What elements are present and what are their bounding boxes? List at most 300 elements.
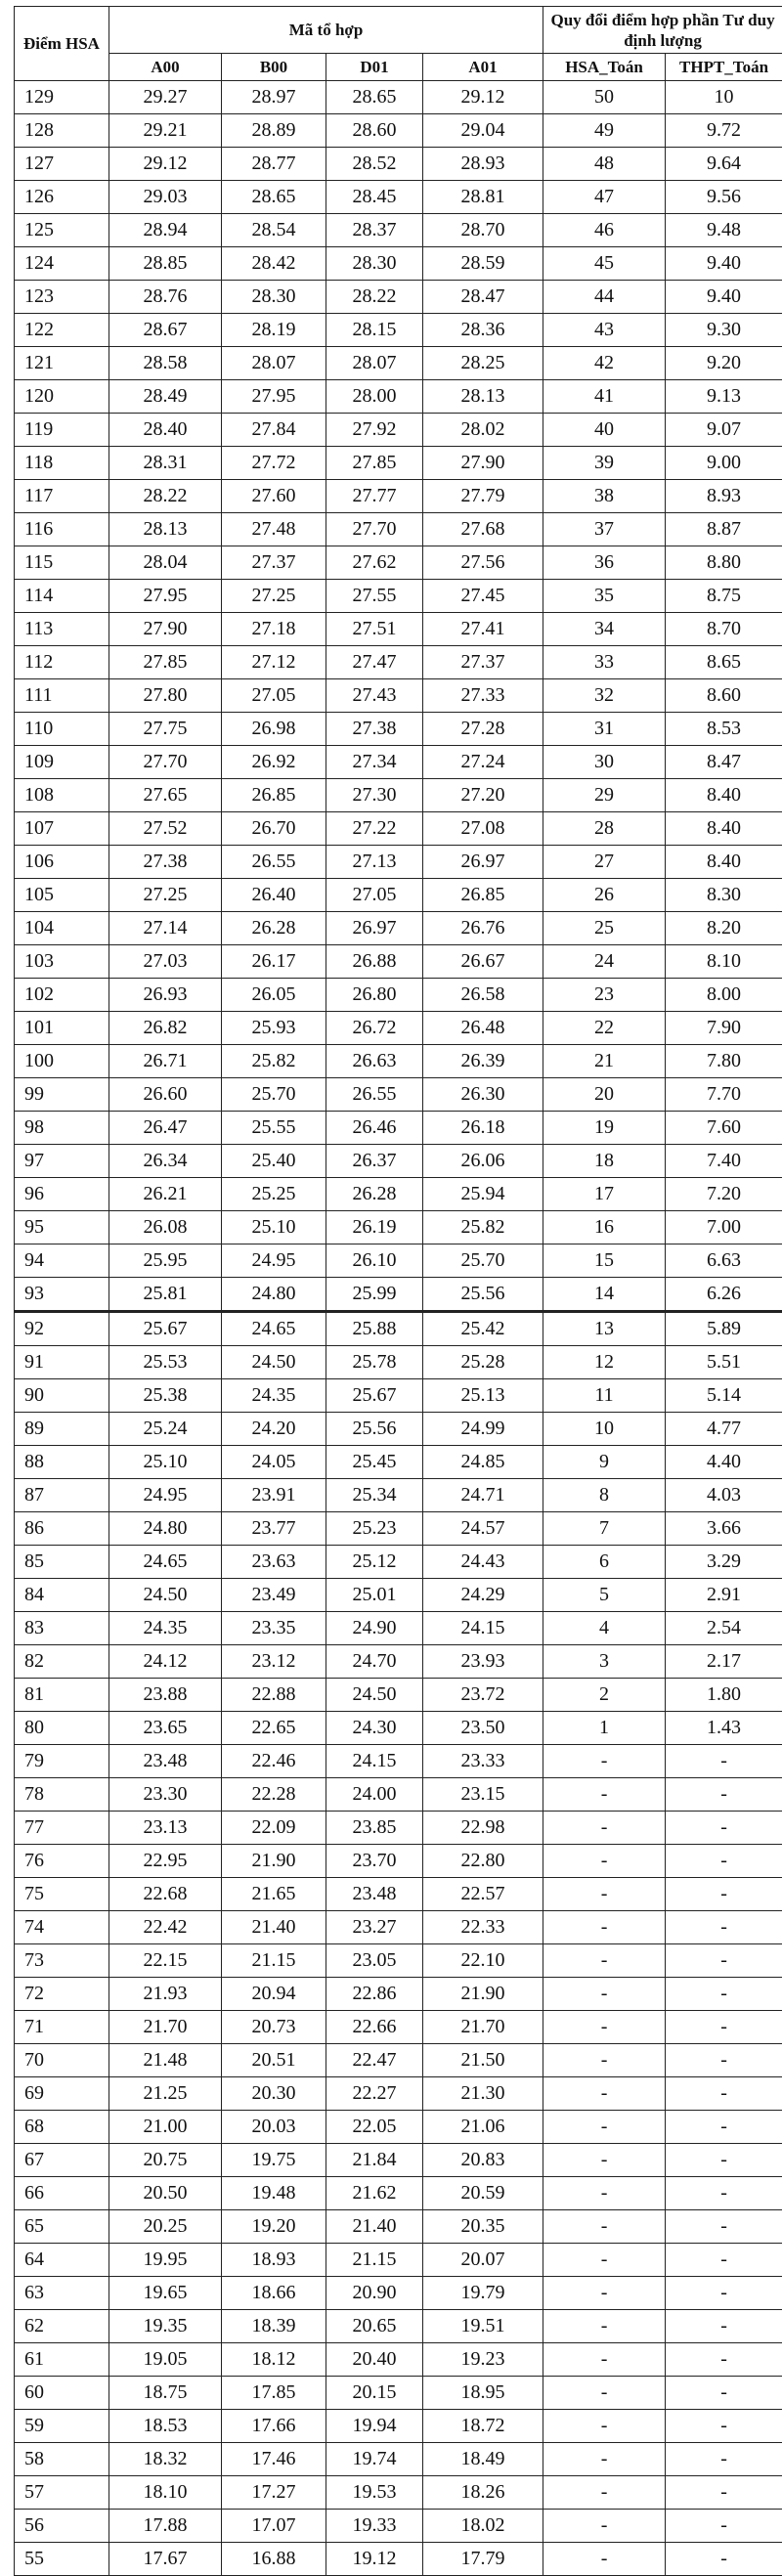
a00-cell: 22.95	[109, 1845, 222, 1878]
thpt-toan-cell: -	[666, 2343, 782, 2377]
a01-cell: 27.68	[423, 513, 543, 546]
a01-cell: 27.41	[423, 613, 543, 646]
d01-cell: 28.45	[326, 181, 423, 214]
table-row	[15, 1312, 782, 1346]
b00-cell: 26.17	[222, 945, 326, 979]
b00-cell: 26.05	[222, 979, 326, 1012]
d01-cell: 19.94	[326, 2410, 423, 2443]
d01-cell: 28.52	[326, 148, 423, 181]
d01-cell: 25.88	[326, 1312, 423, 1346]
thpt-toan-cell: 10	[666, 81, 782, 114]
thpt-toan-cell: -	[666, 2077, 782, 2111]
hsa-toan-cell: -	[543, 1978, 666, 2011]
diem-hsa-cell: 100	[15, 1045, 109, 1078]
table-row	[15, 1645, 782, 1679]
table-row	[15, 580, 782, 613]
b00-cell: 17.66	[222, 2410, 326, 2443]
thpt-toan-cell: 8.40	[666, 812, 782, 846]
thpt-toan-cell: 8.00	[666, 979, 782, 1012]
hsa-toan-cell: 33	[543, 646, 666, 679]
thpt-toan-cell: 3.66	[666, 1512, 782, 1546]
d01-cell: 22.05	[326, 2111, 423, 2144]
hsa-toan-cell: 44	[543, 281, 666, 314]
table-row	[15, 214, 782, 247]
diem-hsa-cell: 69	[15, 2077, 109, 2111]
hsa-toan-cell: 3	[543, 1645, 666, 1679]
diem-hsa-cell: 110	[15, 713, 109, 746]
d01-cell: 28.37	[326, 214, 423, 247]
a00-cell: 18.10	[109, 2476, 222, 2510]
b00-cell: 25.55	[222, 1112, 326, 1145]
diem-hsa-cell: 57	[15, 2476, 109, 2510]
hsa-toan-cell: -	[543, 1745, 666, 1778]
a00-cell: 28.58	[109, 347, 222, 380]
b00-cell: 22.09	[222, 1812, 326, 1845]
table-row	[15, 846, 782, 879]
a00-cell: 25.67	[109, 1312, 222, 1346]
diem-hsa-cell: 78	[15, 1778, 109, 1812]
d01-cell: 27.30	[326, 779, 423, 812]
b00-cell: 25.70	[222, 1078, 326, 1112]
diem-hsa-cell: 92	[15, 1312, 109, 1346]
a00-cell: 24.65	[109, 1546, 222, 1579]
a00-cell: 26.71	[109, 1045, 222, 1078]
header-quy-doi: Quy đổi điểm hợp phần Tư duy định lượng	[543, 7, 782, 54]
hsa-toan-cell: 27	[543, 846, 666, 879]
thpt-toan-cell: 5.14	[666, 1379, 782, 1413]
b00-cell: 26.70	[222, 812, 326, 846]
table-row	[15, 746, 782, 779]
thpt-toan-cell: 4.40	[666, 1446, 782, 1479]
d01-cell: 24.30	[326, 1712, 423, 1745]
hsa-toan-cell: 10	[543, 1413, 666, 1446]
table-row	[15, 1145, 782, 1178]
d01-cell: 19.33	[326, 2510, 423, 2543]
diem-hsa-cell: 84	[15, 1579, 109, 1612]
table-row	[15, 1045, 782, 1078]
thpt-toan-cell: 4.03	[666, 1479, 782, 1512]
diem-hsa-cell: 117	[15, 480, 109, 513]
table-row	[15, 2443, 782, 2476]
diem-hsa-cell: 64	[15, 2244, 109, 2277]
table-row	[15, 2144, 782, 2177]
table-row	[15, 148, 782, 181]
d01-cell: 24.90	[326, 1612, 423, 1645]
diem-hsa-cell: 56	[15, 2510, 109, 2543]
a01-cell: 29.04	[423, 114, 543, 148]
b00-cell: 28.19	[222, 314, 326, 347]
hsa-toan-cell: -	[543, 2476, 666, 2510]
a00-cell: 21.25	[109, 2077, 222, 2111]
diem-hsa-cell: 59	[15, 2410, 109, 2443]
a00-cell: 27.90	[109, 613, 222, 646]
table-row	[15, 2210, 782, 2244]
b00-cell: 27.37	[222, 546, 326, 580]
a01-cell: 25.94	[423, 1178, 543, 1211]
d01-cell: 28.60	[326, 114, 423, 148]
thpt-toan-cell: 2.17	[666, 1645, 782, 1679]
a00-cell: 20.75	[109, 2144, 222, 2177]
a00-cell: 23.13	[109, 1812, 222, 1845]
d01-cell: 26.37	[326, 1145, 423, 1178]
hsa-toan-cell: -	[543, 2244, 666, 2277]
table-row	[15, 314, 782, 347]
hsa-toan-cell: 43	[543, 314, 666, 347]
hsa-toan-cell: 15	[543, 1244, 666, 1278]
diem-hsa-cell: 108	[15, 779, 109, 812]
a01-cell: 27.90	[423, 447, 543, 480]
b00-cell: 20.03	[222, 2111, 326, 2144]
diem-hsa-cell: 62	[15, 2310, 109, 2343]
a00-cell: 21.93	[109, 1978, 222, 2011]
a01-cell: 25.82	[423, 1211, 543, 1244]
hsa-toan-cell: 22	[543, 1012, 666, 1045]
table-row	[15, 812, 782, 846]
a01-cell: 21.70	[423, 2011, 543, 2044]
b00-cell: 16.88	[222, 2543, 326, 2576]
thpt-toan-cell: -	[666, 2476, 782, 2510]
diem-hsa-cell: 71	[15, 2011, 109, 2044]
d01-cell: 21.62	[326, 2177, 423, 2210]
table-row	[15, 1446, 782, 1479]
b00-cell: 28.97	[222, 81, 326, 114]
b00-cell: 19.20	[222, 2210, 326, 2244]
b00-cell: 19.48	[222, 2177, 326, 2210]
thpt-toan-cell: -	[666, 2177, 782, 2210]
table-row	[15, 2543, 782, 2576]
d01-cell: 23.85	[326, 1812, 423, 1845]
thpt-toan-cell: 8.10	[666, 945, 782, 979]
diem-hsa-cell: 97	[15, 1145, 109, 1178]
b00-cell: 23.49	[222, 1579, 326, 1612]
a01-cell: 26.58	[423, 979, 543, 1012]
table-row	[15, 713, 782, 746]
thpt-toan-cell: 9.13	[666, 380, 782, 414]
hsa-toan-cell: -	[543, 2177, 666, 2210]
b00-cell: 21.15	[222, 1944, 326, 1978]
d01-cell: 27.13	[326, 846, 423, 879]
thpt-toan-cell: -	[666, 1778, 782, 1812]
b00-cell: 28.65	[222, 181, 326, 214]
header-b00: B00	[222, 54, 326, 81]
b00-cell: 27.25	[222, 580, 326, 613]
a01-cell: 24.43	[423, 1546, 543, 1579]
b00-cell: 18.12	[222, 2343, 326, 2377]
table-row	[15, 1278, 782, 1312]
d01-cell: 21.84	[326, 2144, 423, 2177]
thpt-toan-cell: -	[666, 2111, 782, 2144]
a01-cell: 22.98	[423, 1812, 543, 1845]
hsa-toan-cell: 37	[543, 513, 666, 546]
hsa-toan-cell: 28	[543, 812, 666, 846]
d01-cell: 25.56	[326, 1413, 423, 1446]
a00-cell: 20.25	[109, 2210, 222, 2244]
diem-hsa-cell: 107	[15, 812, 109, 846]
thpt-toan-cell: 7.90	[666, 1012, 782, 1045]
a01-cell: 24.85	[423, 1446, 543, 1479]
a01-cell: 28.13	[423, 380, 543, 414]
d01-cell: 22.47	[326, 2044, 423, 2077]
diem-hsa-cell: 112	[15, 646, 109, 679]
hsa-toan-cell: -	[543, 2343, 666, 2377]
a00-cell: 24.50	[109, 1579, 222, 1612]
b00-cell: 27.95	[222, 380, 326, 414]
hsa-toan-cell: -	[543, 2011, 666, 2044]
a01-cell: 26.18	[423, 1112, 543, 1145]
d01-cell: 20.15	[326, 2377, 423, 2410]
table-row	[15, 613, 782, 646]
diem-hsa-cell: 65	[15, 2210, 109, 2244]
hsa-toan-cell: 1	[543, 1712, 666, 1745]
thpt-toan-cell: 7.40	[666, 1145, 782, 1178]
hsa-toan-cell: -	[543, 2443, 666, 2476]
diem-hsa-cell: 76	[15, 1845, 109, 1878]
thpt-toan-cell: -	[666, 2044, 782, 2077]
a00-cell: 27.80	[109, 679, 222, 713]
d01-cell: 27.92	[326, 414, 423, 447]
a00-cell: 22.42	[109, 1911, 222, 1944]
hsa-toan-cell: 47	[543, 181, 666, 214]
a00-cell: 28.49	[109, 380, 222, 414]
thpt-toan-cell: 6.63	[666, 1244, 782, 1278]
thpt-toan-cell: -	[666, 1845, 782, 1878]
thpt-toan-cell: 8.87	[666, 513, 782, 546]
diem-hsa-cell: 91	[15, 1346, 109, 1379]
hsa-toan-cell: 18	[543, 1145, 666, 1178]
diem-hsa-cell: 120	[15, 380, 109, 414]
header-diem-hsa: Điểm HSA	[15, 7, 109, 81]
thpt-toan-cell: 8.65	[666, 646, 782, 679]
b00-cell: 25.82	[222, 1045, 326, 1078]
a01-cell: 20.59	[423, 2177, 543, 2210]
table-row	[15, 1712, 782, 1745]
table-row	[15, 546, 782, 580]
hsa-toan-cell: 24	[543, 945, 666, 979]
a01-cell: 27.28	[423, 713, 543, 746]
diem-hsa-cell: 63	[15, 2277, 109, 2310]
hsa-toan-cell: 48	[543, 148, 666, 181]
header-a01: A01	[423, 54, 543, 81]
hsa-toan-cell: 25	[543, 912, 666, 945]
thpt-toan-cell: 8.53	[666, 713, 782, 746]
b00-cell: 20.30	[222, 2077, 326, 2111]
d01-cell: 27.85	[326, 447, 423, 480]
diem-hsa-cell: 104	[15, 912, 109, 945]
thpt-toan-cell: -	[666, 2310, 782, 2343]
b00-cell: 22.46	[222, 1745, 326, 1778]
a01-cell: 17.79	[423, 2543, 543, 2576]
hsa-toan-cell: -	[543, 1778, 666, 1812]
b00-cell: 26.98	[222, 713, 326, 746]
a01-cell: 28.81	[423, 181, 543, 214]
a00-cell: 27.95	[109, 580, 222, 613]
a00-cell: 28.76	[109, 281, 222, 314]
a00-cell: 28.22	[109, 480, 222, 513]
diem-hsa-cell: 72	[15, 1978, 109, 2011]
d01-cell: 26.10	[326, 1244, 423, 1278]
a01-cell: 21.06	[423, 2111, 543, 2144]
diem-hsa-cell: 67	[15, 2144, 109, 2177]
hsa-toan-cell: 23	[543, 979, 666, 1012]
thpt-toan-cell: -	[666, 1911, 782, 1944]
hsa-toan-cell: 39	[543, 447, 666, 480]
a01-cell: 23.15	[423, 1778, 543, 1812]
a00-cell: 29.12	[109, 148, 222, 181]
table-row	[15, 2011, 782, 2044]
diem-hsa-cell: 125	[15, 214, 109, 247]
a00-cell: 23.88	[109, 1679, 222, 1712]
table-row	[15, 2510, 782, 2543]
a01-cell: 25.13	[423, 1379, 543, 1413]
diem-hsa-cell: 93	[15, 1278, 109, 1312]
diem-hsa-cell: 106	[15, 846, 109, 879]
table-row	[15, 2343, 782, 2377]
a00-cell: 29.21	[109, 114, 222, 148]
b00-cell: 27.84	[222, 414, 326, 447]
a01-cell: 27.08	[423, 812, 543, 846]
a01-cell: 27.45	[423, 580, 543, 613]
a00-cell: 28.31	[109, 447, 222, 480]
hsa-toan-cell: 30	[543, 746, 666, 779]
a01-cell: 23.50	[423, 1712, 543, 1745]
table-row	[15, 2377, 782, 2410]
d01-cell: 19.53	[326, 2476, 423, 2510]
thpt-toan-cell: 9.40	[666, 247, 782, 281]
hsa-toan-cell: 45	[543, 247, 666, 281]
thpt-toan-cell: -	[666, 2410, 782, 2443]
b00-cell: 27.48	[222, 513, 326, 546]
b00-cell: 28.42	[222, 247, 326, 281]
table-row	[15, 1512, 782, 1546]
a01-cell: 26.48	[423, 1012, 543, 1045]
thpt-toan-cell: 6.26	[666, 1278, 782, 1312]
a01-cell: 21.30	[423, 2077, 543, 2111]
thpt-toan-cell: 9.48	[666, 214, 782, 247]
d01-cell: 28.00	[326, 380, 423, 414]
thpt-toan-cell: 8.40	[666, 846, 782, 879]
diem-hsa-cell: 105	[15, 879, 109, 912]
table-row	[15, 1078, 782, 1112]
b00-cell: 24.50	[222, 1346, 326, 1379]
b00-cell: 23.77	[222, 1512, 326, 1546]
diem-hsa-cell: 116	[15, 513, 109, 546]
table-row	[15, 1346, 782, 1379]
diem-hsa-cell: 119	[15, 414, 109, 447]
hsa-toan-cell: 29	[543, 779, 666, 812]
diem-hsa-cell: 102	[15, 979, 109, 1012]
b00-cell: 28.07	[222, 347, 326, 380]
a00-cell: 21.48	[109, 2044, 222, 2077]
a00-cell: 27.65	[109, 779, 222, 812]
thpt-toan-cell: -	[666, 2144, 782, 2177]
table-row	[15, 1612, 782, 1645]
a01-cell: 28.47	[423, 281, 543, 314]
hsa-toan-cell: -	[543, 1911, 666, 1944]
diem-hsa-cell: 89	[15, 1413, 109, 1446]
thpt-toan-cell: 1.43	[666, 1712, 782, 1745]
header-ma-to-hop: Mã tổ hợp	[109, 7, 543, 54]
a01-cell: 19.79	[423, 2277, 543, 2310]
b00-cell: 24.95	[222, 1244, 326, 1278]
diem-hsa-cell: 128	[15, 114, 109, 148]
thpt-toan-cell: 2.91	[666, 1579, 782, 1612]
hsa-toan-cell: -	[543, 1878, 666, 1911]
a01-cell: 26.06	[423, 1145, 543, 1178]
b00-cell: 24.05	[222, 1446, 326, 1479]
table-row	[15, 480, 782, 513]
d01-cell: 21.40	[326, 2210, 423, 2244]
table-row	[15, 2310, 782, 2343]
b00-cell: 26.92	[222, 746, 326, 779]
d01-cell: 24.50	[326, 1679, 423, 1712]
thpt-toan-cell: 9.20	[666, 347, 782, 380]
hsa-toan-cell: 8	[543, 1479, 666, 1512]
diem-hsa-cell: 83	[15, 1612, 109, 1645]
diem-hsa-cell: 85	[15, 1546, 109, 1579]
b00-cell: 18.93	[222, 2244, 326, 2277]
d01-cell: 20.65	[326, 2310, 423, 2343]
a01-cell: 26.39	[423, 1045, 543, 1078]
a01-cell: 25.42	[423, 1312, 543, 1346]
thpt-toan-cell: 5.89	[666, 1312, 782, 1346]
table-row	[15, 1012, 782, 1045]
a01-cell: 27.79	[423, 480, 543, 513]
table-row	[15, 247, 782, 281]
a01-cell: 23.33	[423, 1745, 543, 1778]
a00-cell: 26.82	[109, 1012, 222, 1045]
a00-cell: 19.65	[109, 2277, 222, 2310]
a00-cell: 27.52	[109, 812, 222, 846]
a01-cell: 28.25	[423, 347, 543, 380]
d01-cell: 28.22	[326, 281, 423, 314]
d01-cell: 22.86	[326, 1978, 423, 2011]
table-row	[15, 1745, 782, 1778]
table-row	[15, 347, 782, 380]
b00-cell: 26.85	[222, 779, 326, 812]
thpt-toan-cell: 9.64	[666, 148, 782, 181]
a00-cell: 26.47	[109, 1112, 222, 1145]
score-conversion-table	[14, 6, 782, 2576]
diem-hsa-cell: 70	[15, 2044, 109, 2077]
hsa-toan-cell: 49	[543, 114, 666, 148]
a00-cell: 26.60	[109, 1078, 222, 1112]
d01-cell: 26.72	[326, 1012, 423, 1045]
thpt-toan-cell: -	[666, 2543, 782, 2576]
table-row	[15, 979, 782, 1012]
a01-cell: 25.56	[423, 1278, 543, 1312]
a01-cell: 28.93	[423, 148, 543, 181]
diem-hsa-cell: 96	[15, 1178, 109, 1211]
hsa-toan-cell: 20	[543, 1078, 666, 1112]
hsa-toan-cell: -	[543, 2144, 666, 2177]
hsa-toan-cell: 16	[543, 1211, 666, 1244]
d01-cell: 27.55	[326, 580, 423, 613]
thpt-toan-cell: -	[666, 1745, 782, 1778]
thpt-toan-cell: 8.40	[666, 779, 782, 812]
diem-hsa-cell: 61	[15, 2343, 109, 2377]
hsa-toan-cell: -	[543, 1845, 666, 1878]
thpt-toan-cell: 7.60	[666, 1112, 782, 1145]
a01-cell: 18.49	[423, 2443, 543, 2476]
hsa-toan-cell: 4	[543, 1612, 666, 1645]
d01-cell: 28.07	[326, 347, 423, 380]
thpt-toan-cell: -	[666, 2210, 782, 2244]
thpt-toan-cell: 8.75	[666, 580, 782, 613]
a00-cell: 22.68	[109, 1878, 222, 1911]
table-row	[15, 1778, 782, 1812]
diem-hsa-cell: 99	[15, 1078, 109, 1112]
thpt-toan-cell: 8.93	[666, 480, 782, 513]
